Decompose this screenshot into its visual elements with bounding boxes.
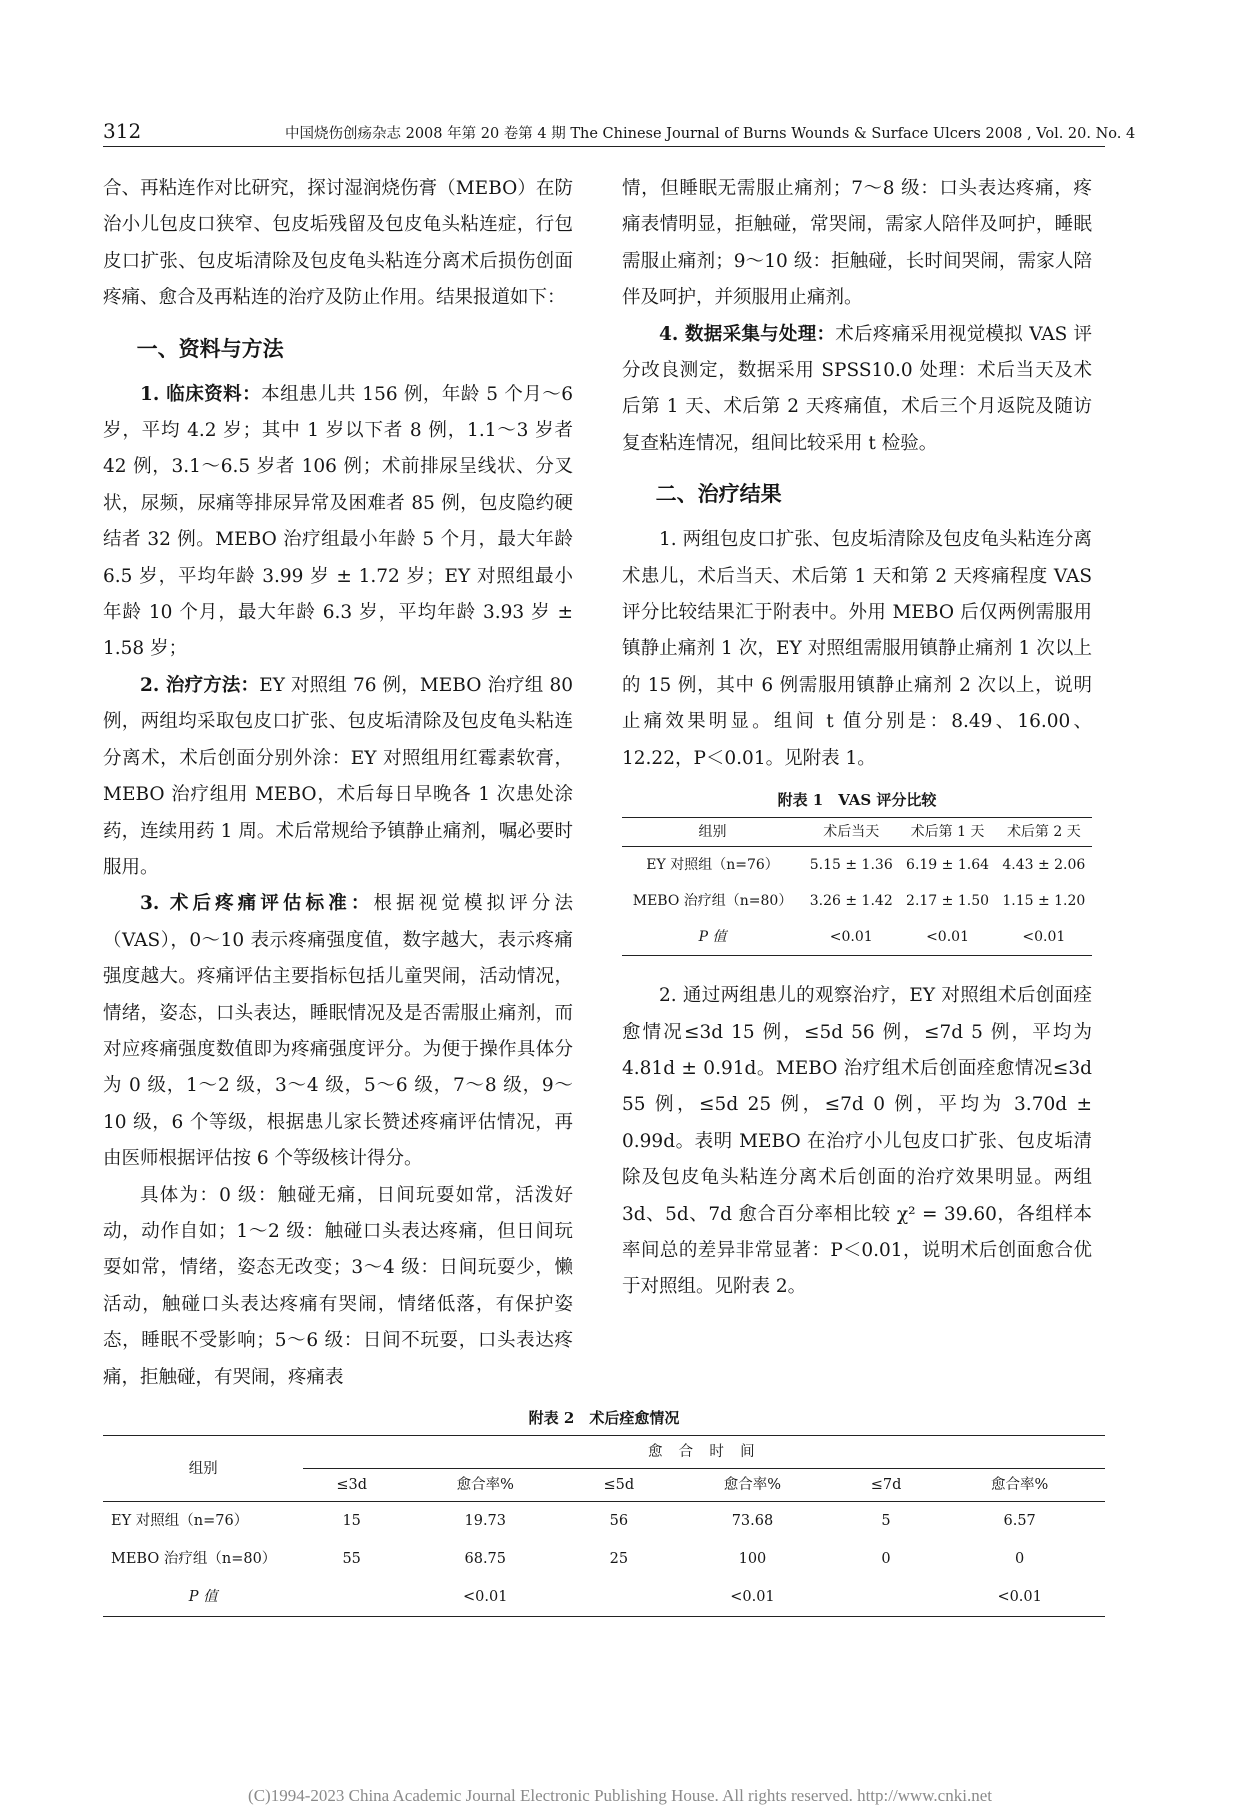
table-header: 组别 <box>103 1436 303 1502</box>
section-heading-methods: 一、资料与方法 <box>136 335 284 361</box>
table-header: 愈合率% <box>667 1469 838 1502</box>
table-header: 术后第 2 天 <box>996 818 1092 847</box>
table-cell: <0.01 <box>1022 929 1066 946</box>
table1-caption: 附表 1 VAS 评分比较 <box>777 791 937 810</box>
table-cell: EY 对照组（n=76） <box>646 857 779 874</box>
intro-paragraph: 合、再粘连作对比研究，探讨湿润烧伤膏（MEBO）在防治小儿包皮口狭窄、包皮垢残留及包皮龟头粘连症，行包皮口扩张、包皮垢清除及包皮龟头粘连分离术后损伤创面疼痛、愈合及再粘连的治疗及防止作用。结果报道如下： <box>103 178 573 309</box>
table-cell: 0 <box>881 1551 891 1567</box>
table-cell: EY 对照组（n=76） <box>111 1513 249 1529</box>
table-cell: 73.68 <box>731 1513 774 1529</box>
running-head: 中国烧伤创疡杂志 2008 年第 20 卷第 4 期 The Chinese Journal of Burns Wounds & Surface Ulcers 2008 , Vol. 20. No. 4 <box>285 126 1136 142</box>
table-cell: <0.01 <box>730 1589 775 1605</box>
table-cell: 56 <box>609 1513 629 1529</box>
paragraph-text: EY 对照组 76 例，MEBO 治疗组 80 例，两组均采取包皮口扩张、包皮垢清除及包皮龟头粘连分离术，术后创面分别外涂：EY 对照组用红霉素软膏，MEBO 治疗组用 MEBO，术后每日早晚各 1 次患处涂药，连续用药 1 周。术后常规给予镇静止痛剂，嘱必要时服用。 <box>103 674 573 878</box>
paragraph-result-1: 1. 两组包皮口扩张、包皮垢清除及包皮龟头粘连分离术患儿，术后当天、术后第 1 天和第 2 天疼痛程度 VAS 评分比较结果汇于附表中。外用 MEBO 后仅两例需服用镇静止痛剂 1 次，EY 对照组需服用镇静止痛剂 1 次以上的 15 例，其中 6 例需服用镇静止痛剂 2 次以上，说明止痛效果明显。组间 t 值分别是：8.49、16.00、12.22，P＜0.01。见附表 1。 <box>622 529 1092 769</box>
table-cell: P 值 <box>188 1589 218 1605</box>
paragraph-text: 根据视觉模拟评分法（VAS），0～10 表示疼痛强度值，数字越大，表示疼痛强度越大。疼痛评估主要指标包括儿童哭闹，活动情况，情绪，姿态，口头表达，睡眠情况及是否需服止痛剂，而对应疼痛强度数值即为疼痛强度评分。为便于操作具体分为 0 级，1～2 级，3～4 级，5～6 级，7～8 级，9～10 级，6 个等级，根据患儿家长赞述疼痛评估情况，再由医师根据评估按 6 个等级核计得分。 <box>103 893 573 1170</box>
table-cell: 0 <box>1015 1551 1025 1567</box>
header-rule <box>103 146 1105 147</box>
paragraph-result-2: 2. 通过两组患儿的观察治疗，EY 对照组术后创面痊愈情况≤3d 15 例，≤5d 56 例，≤7d 5 例，平均为 4.81d ± 0.91d。MEBO 治疗组术后创面痊愈情况≤3d 55 例，≤5d 25 例，≤7d 0 例，平均为 3.70d ± 0.99d。表明 MEBO 在治疗小儿包皮口扩张、包皮垢清除及包皮龟头粘连分离术后创面的治疗效果明显。两组 3d、5d、7d 愈合百分率相比较 χ² = 39.60，各组样本率间总的差异非常显著：P＜0.01，说明术后创面愈合优于对照组。见附表 2。 <box>622 985 1092 1298</box>
paragraph-data-processing <box>622 317 1092 463</box>
paragraph-text: 术后疼痛采用视觉模拟 VAS 评分改良测定，数据采用 SPSS10.0 处理：术后当天及术后第 1 天、术后第 2 天疼痛值，术后三个月返院及随访复查粘连情况，组间比较采用 t 检验。 <box>622 323 1092 454</box>
table-cell: 68.75 <box>464 1551 507 1567</box>
table-cell: 3.26 ± 1.42 <box>809 893 893 910</box>
table-header: 愈合率% <box>400 1469 571 1502</box>
copyright-footer: (C)1994-2023 China Academic Journal Electronic Publishing House. All rights reserved. http://www.cnki.net <box>248 1786 992 1805</box>
table-cell: 19.73 <box>464 1513 507 1529</box>
table-cell: 25 <box>609 1551 629 1567</box>
table-cell: MEBO 治疗组（n=80） <box>111 1551 277 1567</box>
table-cell: <0.01 <box>463 1589 508 1605</box>
table-cell: 5.15 ± 1.36 <box>809 857 893 874</box>
paragraph-treatment-method <box>103 668 573 886</box>
table-row <box>622 847 1092 884</box>
table-cell: 2.17 ± 1.50 <box>906 893 990 910</box>
table-row <box>622 919 1092 956</box>
table2-block <box>103 1395 1105 1617</box>
table-header: 术后第 1 天 <box>899 818 995 847</box>
table-cell: 1.15 ± 1.20 <box>1002 893 1086 910</box>
paragraph-text: 本组患儿共 156 例，年龄 5 个月～6 岁，平均 4.2 岁；其中 1 岁以下者 8 例，1.1～3 岁者 42 例，3.1～6.5 岁者 106 例；术前排尿呈线状、分叉状，尿频，尿痛等排尿异常及困难者 85 例，包皮隐约硬结者 32 例。MEBO 治疗组最小年龄 5 个月，最大年龄 6.5 岁，平均年龄 3.99 岁 ± 1.72 岁；EY 对照组最小年龄 10 个月，最大年龄 6.3 岁，平均年龄 3.93 岁 ± 1.58 岁； <box>103 383 574 660</box>
table-header: 术后当天 <box>803 818 899 847</box>
table-cell <box>303 1578 400 1617</box>
table-header: 组别 <box>622 818 803 847</box>
paragraph-pain-assessment <box>103 886 573 1177</box>
paragraph-label: 1. 临床资料： <box>140 383 262 405</box>
table-row <box>103 1540 1105 1578</box>
page-number: 312 <box>103 119 142 143</box>
table-cell: 6.19 ± 1.64 <box>906 857 990 874</box>
table-header: ≤3d <box>303 1469 400 1502</box>
table2-healing <box>103 1435 1105 1617</box>
table-cell: <0.01 <box>926 929 969 946</box>
table-cell: <0.01 <box>997 1589 1042 1605</box>
table-row <box>103 1502 1105 1541</box>
table1-vas-scores <box>622 817 1092 956</box>
table2-caption: 附表 2 术后痊愈情况 <box>528 1409 680 1427</box>
table-row <box>103 1578 1105 1617</box>
paragraph-pain-grades: 具体为：0 级：触碰无痛，日间玩耍如常，活泼好动，动作自如；1～2 级：触碰口头表达疼痛，但日间玩耍如常，情绪，姿态无改变；3～4 级：日间玩耍少，懒活动，触碰口头表达疼痛有哭闹，情绪低落，有保护姿态，睡眠不受影响；5～6 级：日间不玩耍，口头表达疼痛，拒触碰，有哭闹，疼痛表 <box>103 1184 573 1388</box>
paragraph-label: 3. 术后疼痛评估标准： <box>140 893 374 915</box>
table-cell: <0.01 <box>829 929 873 946</box>
table-row <box>622 883 1092 919</box>
table-cell <box>571 1578 668 1617</box>
table-cell: 15 <box>342 1513 361 1529</box>
paragraph-clinical-data <box>103 377 573 668</box>
table-cell: 4.43 ± 2.06 <box>1002 857 1086 874</box>
paragraph-label: 2. 治疗方法： <box>140 674 260 696</box>
table-cell <box>838 1578 935 1617</box>
table-header: 愈合率% <box>934 1469 1105 1502</box>
section-heading-results: 二、治疗结果 <box>655 481 782 507</box>
table-cell: P 值 <box>698 929 727 946</box>
table-cell: 55 <box>342 1551 361 1567</box>
paragraph-label: 4. 数据采集与处理： <box>659 323 836 345</box>
left-column <box>103 171 573 1396</box>
table-cell: 6.57 <box>1003 1513 1036 1529</box>
table-header: ≤5d <box>571 1469 668 1502</box>
right-column <box>622 171 1092 1306</box>
table-header: ≤7d <box>838 1469 935 1502</box>
table-cell: MEBO 治疗组（n=80） <box>632 893 793 910</box>
table-cell: 100 <box>738 1551 767 1567</box>
table-header: 愈 合 时 间 <box>303 1436 1105 1469</box>
table-cell: 5 <box>881 1513 891 1529</box>
paragraph-pain-grades-cont: 情，但睡眠无需服止痛剂；7～8 级：口头表达疼痛，疼痛表情明显，拒触碰，常哭闹，需家人陪伴及呵护，睡眠需服止痛剂；9～10 级：拒触碰，长时间哭闹，需家人陪伴及呵护，并须服用止痛剂。 <box>622 178 1092 309</box>
